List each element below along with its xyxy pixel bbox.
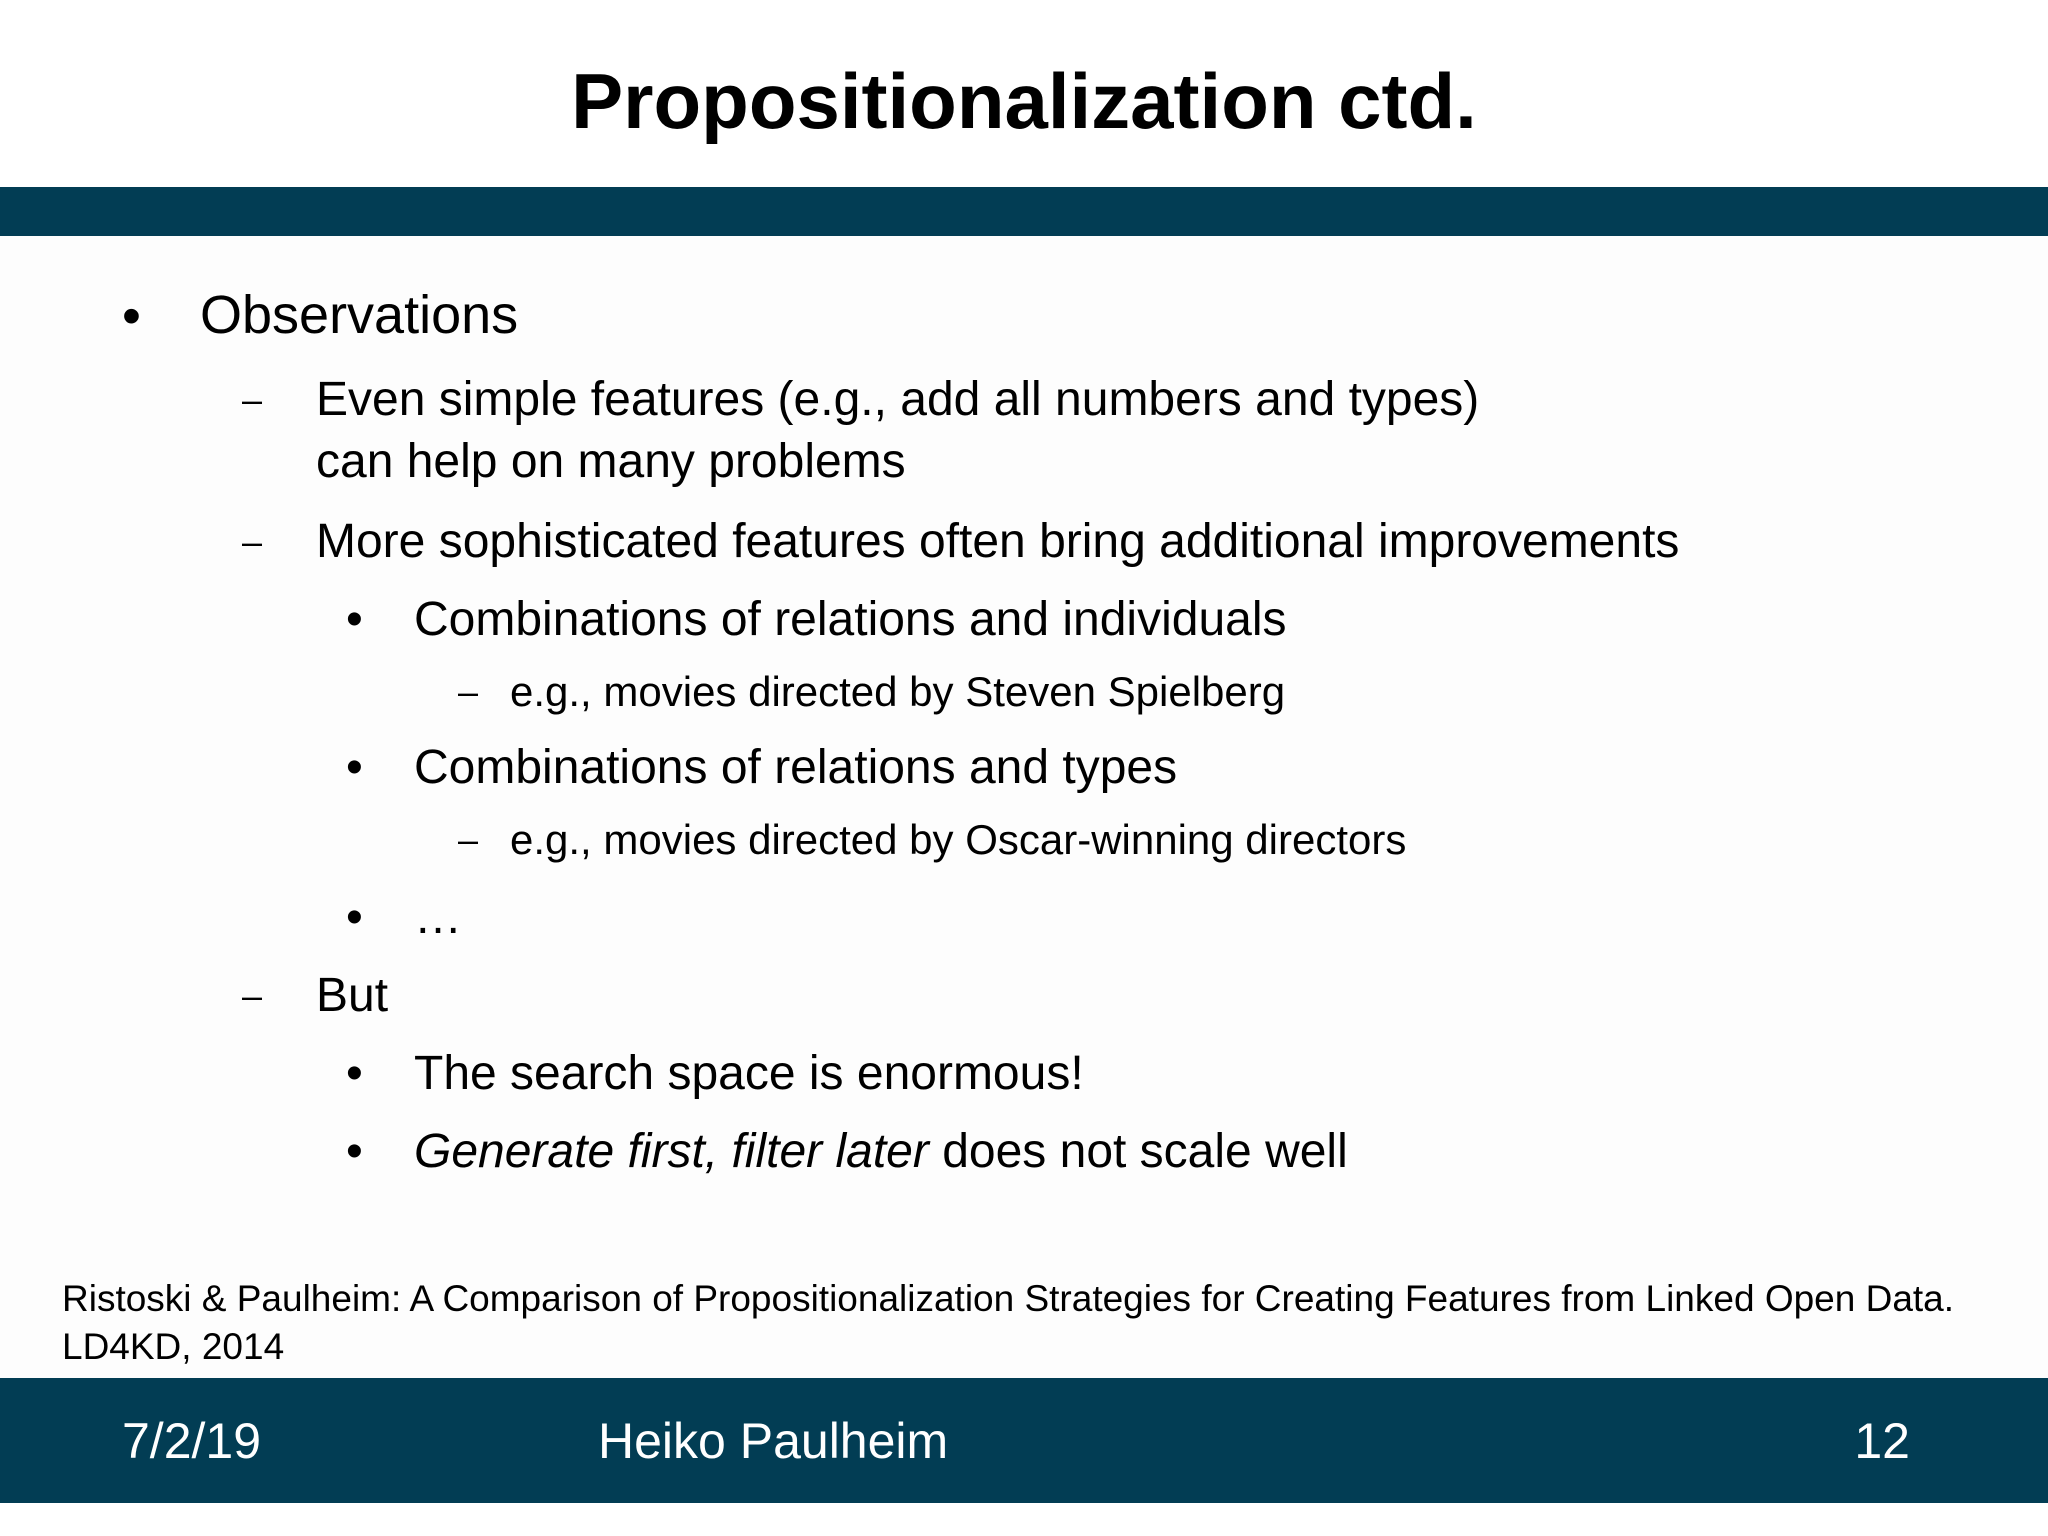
reference-citation: Ristoski & Paulheim: A Comparison of Propositionalization Strategies for Creating Features from Linked Open Data. LD4KD, 2014 [62,1278,1955,1367]
bullet-marker: • [346,593,363,646]
generate-filter-emphasis: Generate first, filter later [414,1125,929,1178]
footer-bar [0,1378,2048,1503]
bullet-marker: • [122,286,141,346]
footer-page-number: 12 [1854,1413,1910,1469]
bullet-marker: • [346,891,363,944]
bullet-observations: Observations [200,285,519,345]
dash-marker: – [242,521,263,562]
bottom-margin [0,1503,2048,1536]
bullet-sophisticated: More sophisticated features often bring additional improvements [316,515,1680,568]
bullet-simple-features-line1: Even simple features (e.g., add all numbers and types) [316,373,1480,426]
bullet-comb-individuals: Combinations of relations and individuals [414,593,1287,646]
dash-marker: – [458,671,479,712]
dash-marker: – [242,975,263,1016]
footer-date: 7/2/19 [122,1413,262,1469]
bullet-but: But [316,969,389,1022]
footer-author: Heiko Paulheim [598,1413,949,1469]
bullet-search-space: The search space is enormous! [414,1047,1084,1100]
bullet-comb-types: Combinations of relations and types [414,741,1178,794]
bullet-ellipsis: … [414,891,462,944]
bullet-generate-filter [414,1121,1348,1183]
bullet-marker: • [346,741,363,794]
slide-title: Propositionalization ctd. [571,57,1477,145]
bullet-marker: • [346,1047,363,1100]
bullet-marker: • [346,1125,363,1178]
example-oscar: e.g., movies directed by Oscar-winning directors [510,816,1407,863]
example-spielberg: e.g., movies directed by Steven Spielberg [510,668,1286,715]
generate-filter-rest: does not scale well [928,1125,1348,1178]
bullet-simple-features-line2: can help on many problems [316,435,906,488]
dash-marker: – [242,379,263,420]
dash-marker: – [458,819,479,860]
